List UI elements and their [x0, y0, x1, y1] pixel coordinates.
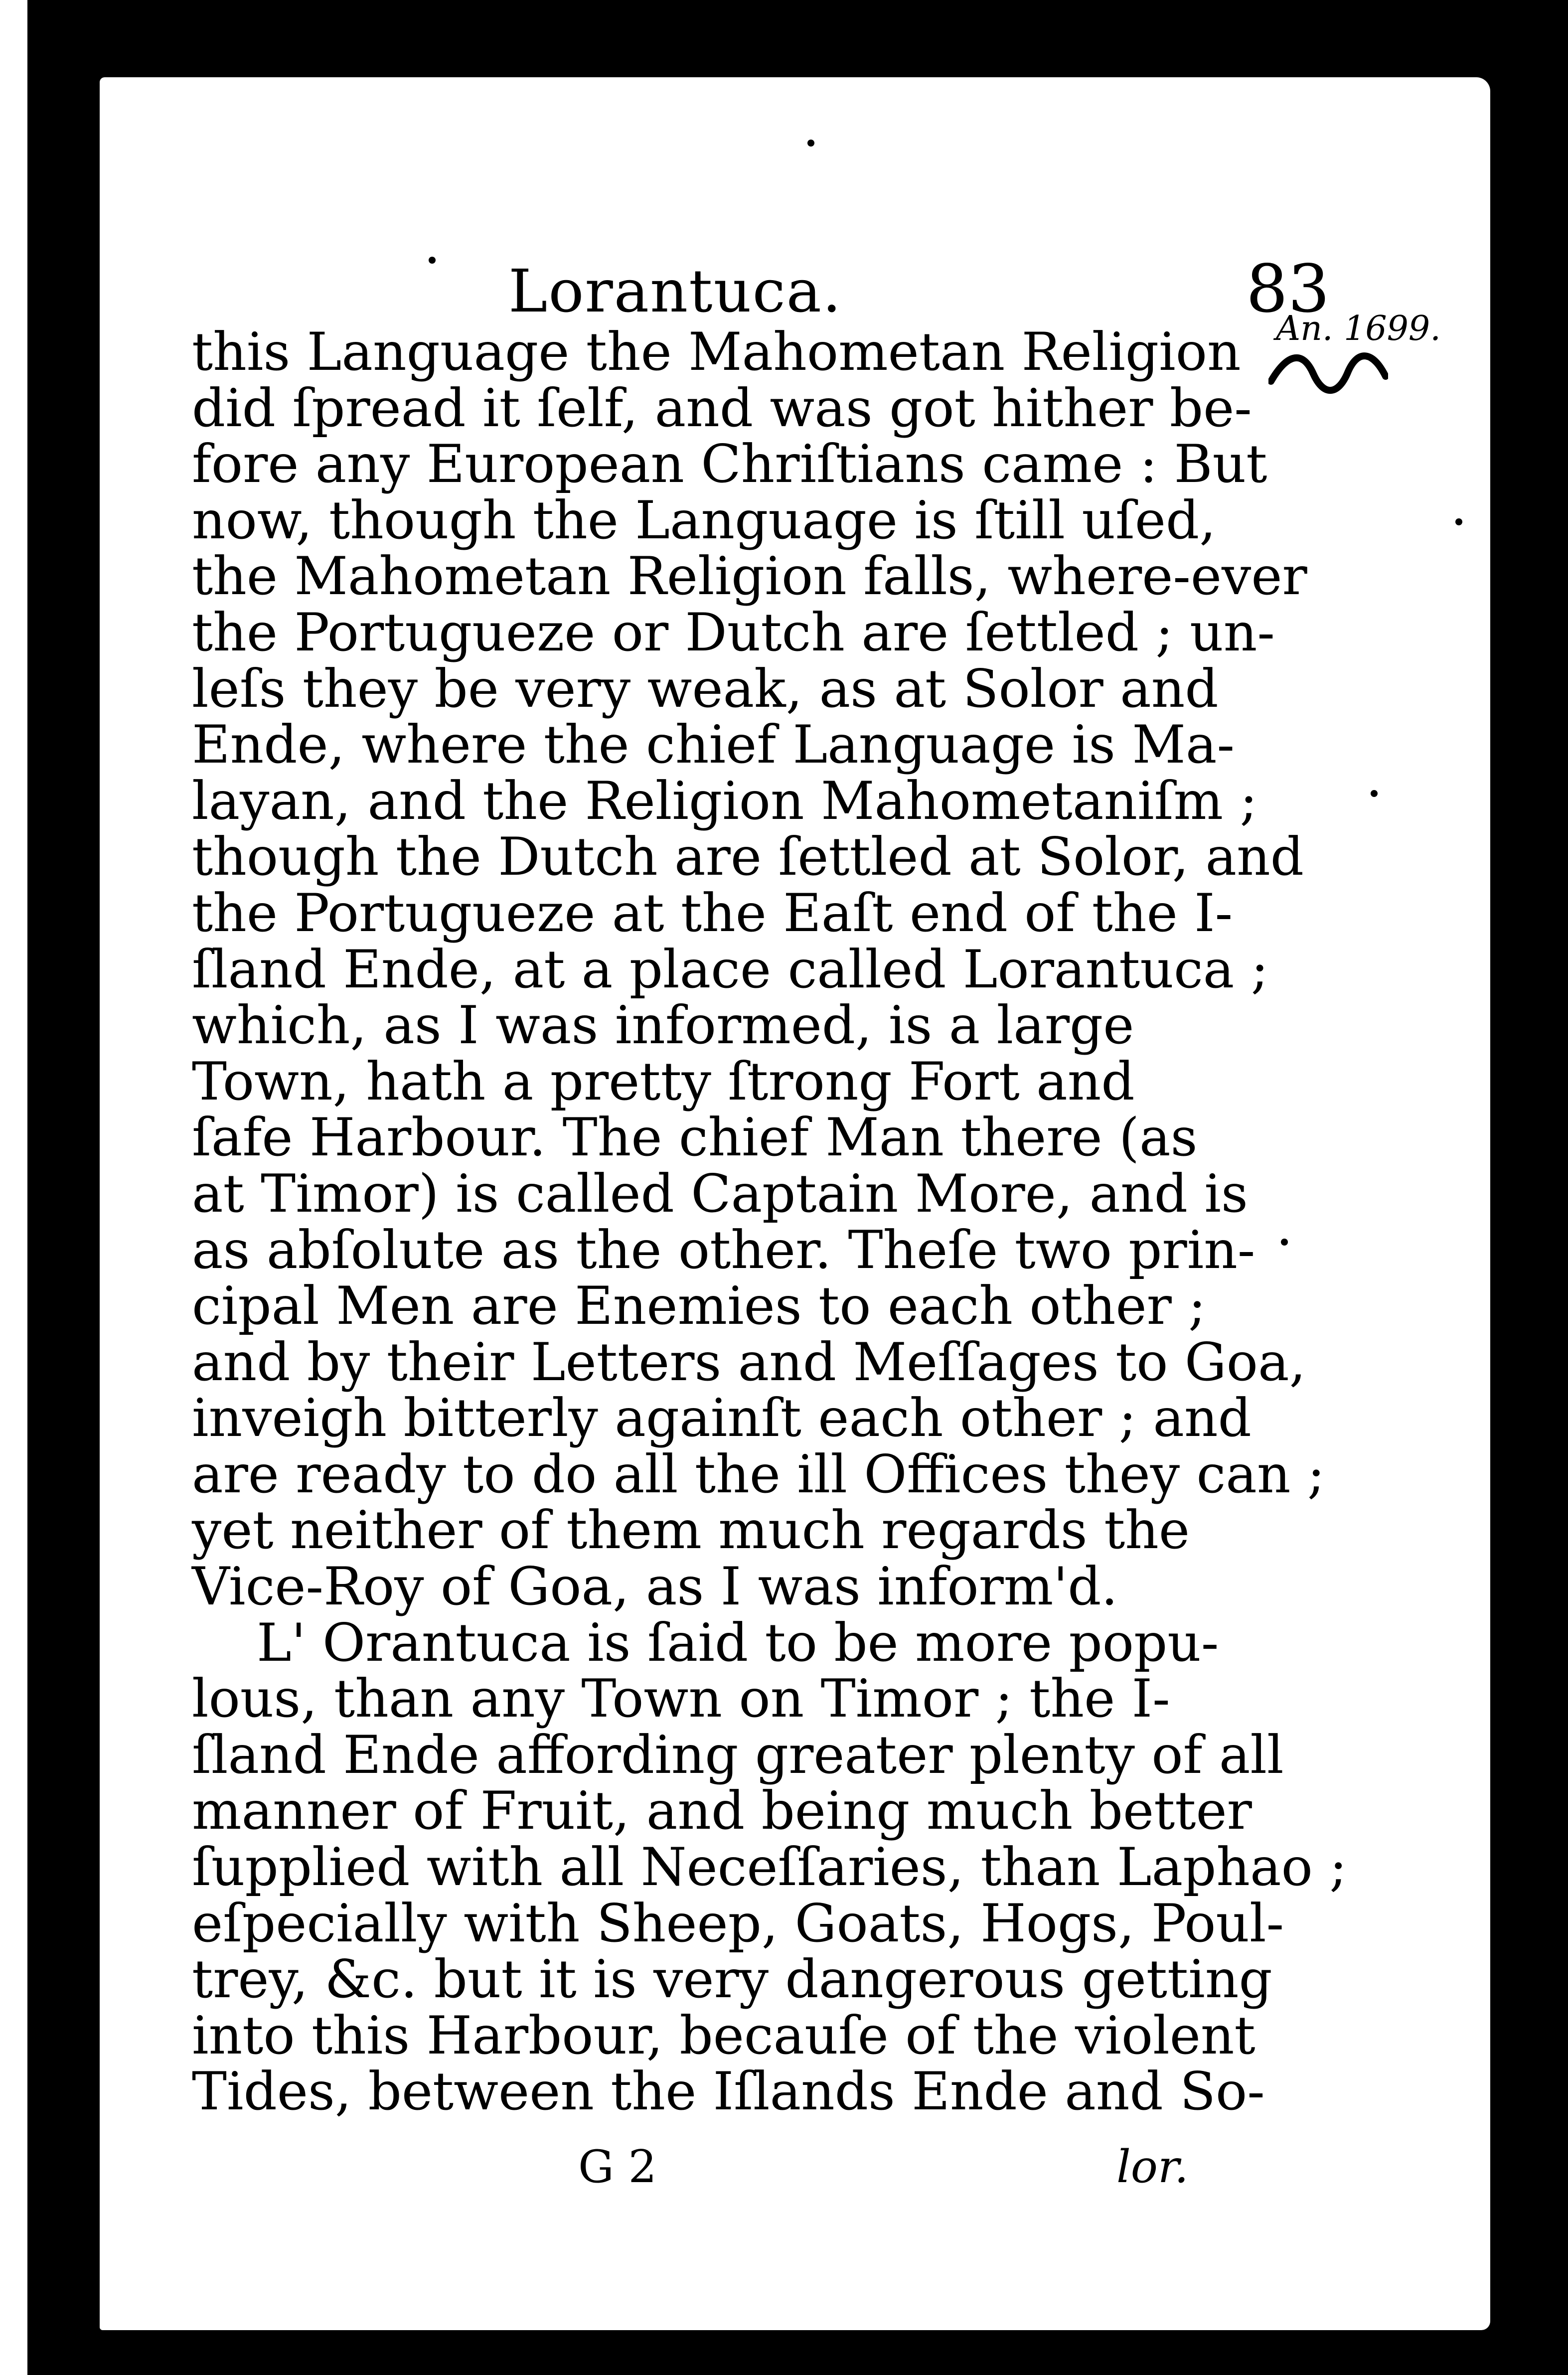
text-line: yet neither of them much regards the	[192, 1500, 1190, 1561]
running-title: Lorantuca.	[508, 257, 842, 325]
text-line: into this Harbour, becauſe of the violent	[192, 2005, 1255, 2066]
text-line: manner of Fruit, and being much better	[192, 1780, 1252, 1842]
text-line: fore any European Chriſtians came : But	[192, 434, 1267, 495]
text-line: eſpecially with Sheep, Goats, Hogs, Poul-	[192, 1893, 1284, 1954]
dust-speck	[1281, 1239, 1288, 1246]
dust-speck	[807, 140, 814, 147]
dust-speck	[1455, 518, 1462, 525]
text-line: lous, than any Town on Timor ; the I-	[192, 1668, 1170, 1730]
text-line: Ende, where the chief Language is Ma-	[192, 714, 1235, 776]
text-line: inveigh bitterly againſt each other ; and	[192, 1388, 1252, 1449]
text-line: leſs they be very weak, as at Solor and	[192, 658, 1219, 719]
body-text	[192, 321, 1347, 2122]
text-line: ſafe Harbour. The chief Man there (as	[192, 1107, 1198, 1168]
text-line: cipal Men are Enemies to each other ;	[192, 1275, 1206, 1337]
ornament-swash-icon	[1268, 346, 1388, 401]
dust-speck	[429, 257, 436, 264]
text-line: layan, and the Religion Mahometaniſm ;	[192, 770, 1257, 831]
book-page	[100, 77, 1490, 2330]
text-line: though the Dutch are ſettled at Solor, and	[192, 826, 1304, 888]
dust-speck	[1371, 790, 1378, 797]
text-line: the Portugueze or Dutch are ſettled ; un-	[192, 602, 1275, 663]
text-line: which, as I was informed, is a large	[192, 995, 1134, 1056]
text-line: are ready to do all the ill Offices they can ;	[192, 1443, 1325, 1505]
text-line: ſupplied with all Neceſſaries, than Laphao ;	[192, 1837, 1347, 1898]
text-line: ſland Ende affording greater plenty of all	[192, 1724, 1284, 1785]
text-line: Vice-Roy of Goa, as I was inform'd.	[192, 1556, 1118, 1617]
text-line: Town, hath a pretty ſtrong Fort and	[192, 1051, 1135, 1112]
paragraph-start-line: L' Orantuca is ſaid to be more popu-	[257, 1612, 1219, 1673]
text-line: and by their Letters and Meſſages to Goa,	[192, 1331, 1306, 1393]
margin-note: An. 1699.	[1276, 309, 1441, 348]
text-line: the Mahometan Religion falls, where-ever	[192, 546, 1307, 607]
page-number: 83	[1246, 251, 1330, 327]
text-line: this Language the Mahometan Religion	[192, 321, 1241, 382]
scanner-edge	[0, 0, 27, 2375]
text-line: the Portugueze at the Eaſt end of the I-	[192, 882, 1233, 944]
text-line: ſland Ende, at a place called Lorantuca ;	[192, 939, 1269, 1000]
signature-mark: G 2	[578, 2141, 657, 2193]
text-line: Tides, between the Iſlands Ende and So-	[192, 2061, 1265, 2122]
text-line: now, though the Language is ſtill uſed,	[192, 489, 1216, 551]
text-line: as abſolute as the other. Theſe two prin-	[192, 1219, 1255, 1280]
catchword: lor.	[1116, 2141, 1189, 2193]
text-line: at Timor) is called Captain More, and is	[192, 1163, 1248, 1224]
text-line: trey, &c. but it is very dangerous getting	[192, 1949, 1272, 2010]
text-line: did ſpread it ſelf, and was got hither be-	[192, 377, 1252, 439]
